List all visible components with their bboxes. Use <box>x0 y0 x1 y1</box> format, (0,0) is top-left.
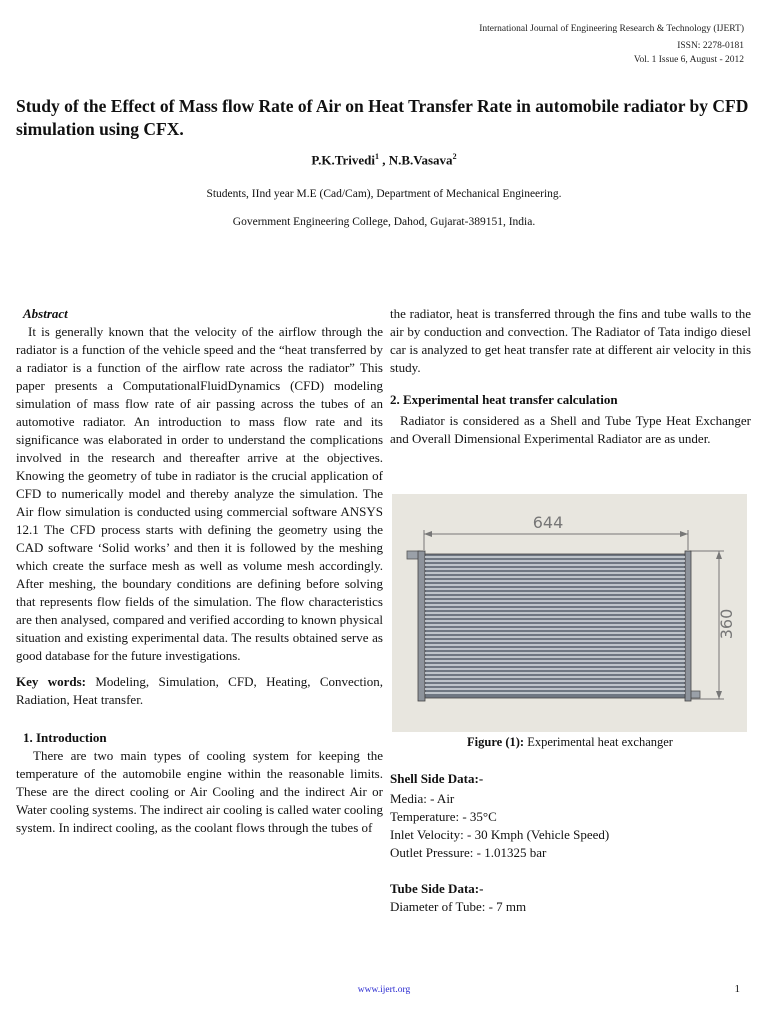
shell-side-heading: Shell Side Data:- <box>390 771 484 786</box>
author-separator: , <box>378 152 389 168</box>
section2-heading: 2. Experimental heat transfer calculation <box>390 392 618 407</box>
figure-caption-label: Figure (1): <box>467 735 525 749</box>
abstract-text: It is generally known that the velocity of the airflow through the radiator is a function of the vehicle speed and the “heat transferred by a radiator is a function of the airflow rate across the radiator” This paper presents a ComputationalFluidDynamics (CFD) modeling simulation of mass flow rate of air passing across the tubes of an automotive radiator. An introduction to mass flow rate and its significance was elaborated in order to understand the complications involved in the research and thereafter arrive at the objectives. Knowing the geometry of tube in radiator is the crucial application of CFD to numerically model and thereby analyze the simulation. The Air flow simulation is conducted using commercial software ANSYS 12.1 The CFD process starts with defining the geometry using the CAD software ‘Solid works’ and then it is followed by the meshing which create the surface mesh as well as volume mesh accordingly. After meshing, the boundary conditions are defining before solving that represents flow fields of the simulation. The flow characteristics are then analysed, compared and verified according to known physical situation and existing experimental data. The results obtained serve as good database for the future investigations. <box>16 324 383 663</box>
volume-info: Vol. 1 Issue 6, August - 2012 <box>633 55 744 65</box>
left-column <box>16 305 383 837</box>
affiliation-line-2: Government Engineering College, Dahod, Gujarat-389151, India. <box>232 216 536 228</box>
shell-side-item: Inlet Velocity: - 30 Kmph (Vehicle Speed) <box>390 827 610 842</box>
figure-caption-text: Experimental heat exchanger <box>524 735 673 749</box>
author-1-sup: 1 <box>374 152 379 161</box>
introduction-heading: 1. Introduction <box>23 730 107 745</box>
author-2-sup: 2 <box>452 152 457 161</box>
paper-title: Study of the Effect of Mass flow Rate of Air on Heat Transfer Rate in automobile radiator by CFD simulation using CFX. <box>16 96 749 139</box>
shell-side-item: Temperature: - 35°C <box>390 809 497 824</box>
shell-side-item: Media: - Air <box>390 791 455 806</box>
keywords <box>16 673 383 709</box>
tube-side-heading: Tube Side Data:- <box>390 881 484 896</box>
author-2: N.B.Vasava <box>388 152 453 168</box>
authors <box>0 152 768 168</box>
figure-caption <box>390 735 750 750</box>
author-1: P.K.Trivedi <box>311 152 375 168</box>
introduction-text: There are two main types of cooling system for keeping the temperature of the automobile engine within the reasonable limits. These are the direct cooling or Air Cooling and the indirect Air or Water cooling systems. The indirect air cooling is called water cooling system. In indirect cooling, as the coolant flows through the tubes of <box>16 748 383 835</box>
abstract-heading: Abstract <box>23 306 68 321</box>
tube-side-item: Diameter of Tube: - 7 mm <box>390 899 527 914</box>
page-number: 1 <box>734 983 740 995</box>
introduction-continued: the radiator, heat is transferred through the fins and tube walls to the air by conduction and convection. The Radiator of Tata indigo diesel car is analyzed to get heat transfer rate at different air velocity in this study. <box>390 306 751 375</box>
keywords-text: Modeling, Simulation, CFD, Heating, Convection, Radiation, Heat transfer. <box>16 674 383 707</box>
section2-text: Radiator is considered as a Shell and Tube Type Heat Exchanger and Overall Dimensional Experimental Radiator are as under. <box>390 413 751 446</box>
issn: ISSN: 2278-0181 <box>677 41 744 51</box>
affiliation-line-1: Students, IInd year M.E (Cad/Cam), Department of Mechanical Engineering. <box>206 188 562 200</box>
radiator-drawing <box>392 494 747 732</box>
right-column <box>390 305 751 448</box>
dimension-width-label: 644 <box>532 513 564 532</box>
journal-name: International Journal of Engineering Research & Technology (IJERT) <box>479 24 744 34</box>
radiator-figure <box>392 494 747 732</box>
keywords-label: Key words: <box>16 674 87 689</box>
footer-website-link[interactable]: www.ijert.org <box>357 985 411 995</box>
dimension-height-label: 360 <box>717 608 736 640</box>
shell-side-item: Outlet Pressure: - 1.01325 bar <box>390 845 547 860</box>
shell-side-list <box>390 790 609 862</box>
